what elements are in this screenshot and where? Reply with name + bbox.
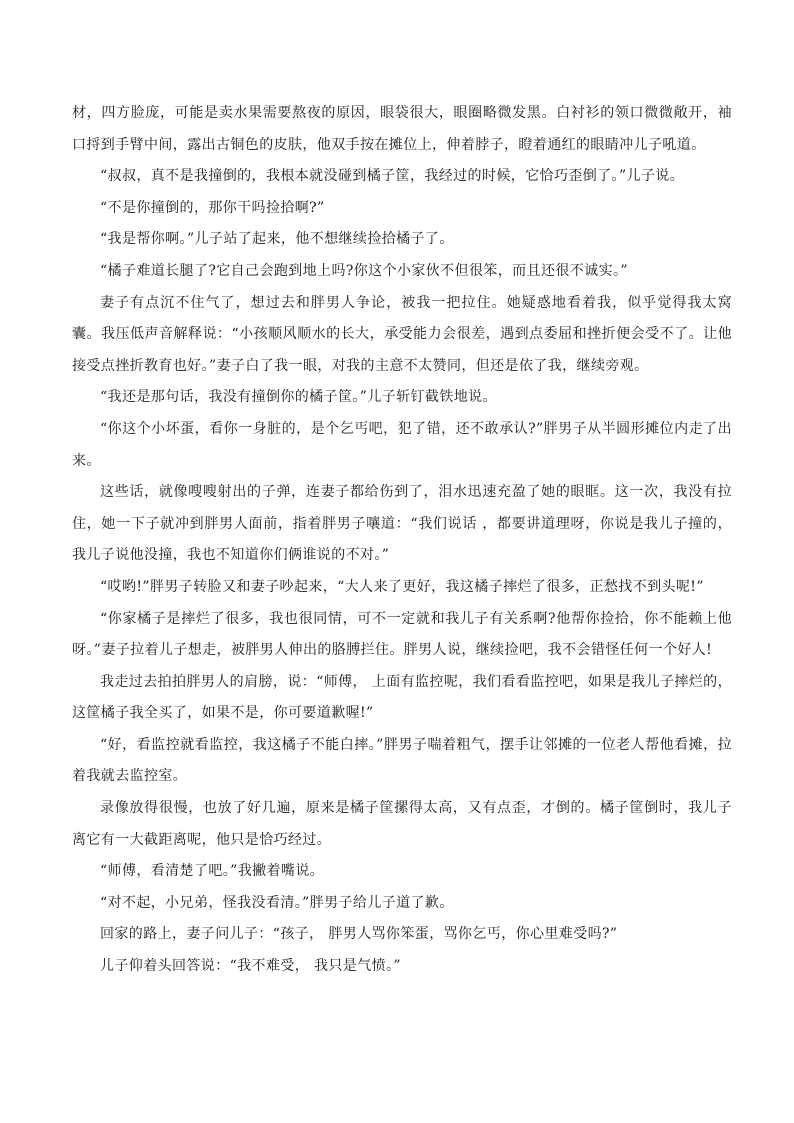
paragraph: “好，看监控就看监控，我这橘子不能白摔。”胖男子喘着粗气，摆手让邻摊的一位老人帮他看摊，拉着我就去监控室。	[72, 736, 732, 785]
paragraph: “我还是那句话，我没有撞倒你的橘子筐。”儿子斩钉截铁地说。	[100, 389, 497, 406]
paragraph-continued: 材，四方脸庞，可能是卖水果需要熬夜的原因，眼袋很大，眼圈略微发黑。白衬衫的领口微微敞开，袖口捋到手臂中间，露出古铜色的皮肤，他双手按在摊位上，伸着脖子，瞪着通红的眼睛冲儿子吼道。	[72, 105, 732, 153]
paragraph: 我走过去拍拍胖男人的肩膀，说：“师傅， 上面有监控呢，我们看看监控吧，如果是我儿子摔烂的，这筐橘子我全买了，如果不是，你可要道歉喔!”	[72, 673, 732, 722]
paragraph: “不是你撞倒的，那你干吗捡拾啊?”	[100, 199, 325, 216]
paragraph: 回家的路上，妻子问儿子：“孩子， 胖男人骂你笨蛋，骂你乞丐，你心里难受吗?”	[100, 926, 618, 943]
paragraph: 妻子有点沉不住气了，想过去和胖男人争论，被我一把拉住。她疑惑地看着我，似乎觉得我太窝囊。我压低声音解释说：“小孩顺风顺水的长大，承受能力会很差，遇到点委屈和挫折便会受不了。让他接受点挫折教育也好。”妻子白了我一眼，对我的主意不太赞同，但还是依了我，继续旁观。	[72, 294, 732, 374]
paragraph: 录像放得很慢，也放了好几遍，原来是橘子筐摞得太高，又有点歪，才倒的。橘子筐倒时，我儿子离它有一大截距离呢，他只是恰巧经过。	[72, 800, 732, 848]
paragraph: 儿子仰着头回答说：“我不难受， 我只是气愤。”	[100, 958, 401, 975]
paragraph: 这些话，就像嗖嗖射出的子弹，连妻子都给伤到了，泪水迅速充盈了她的眼眶。这一次，我没有拉住，她一下子就冲到胖男人面前，指着胖男子嚷道：“我们说话 ，都要讲道理呀，你说是我儿子撞的，我儿子说他没撞，我也不知道你们俩谁说的不对。”	[72, 484, 732, 564]
paragraph: “你家橘子是摔烂了很多，我也很同情，可不一定就和我儿子有关系啊?他帮你捡拾，你不能赖上他呀。”妻子拉着儿子想走，被胖男人伸出的胳膊拦住。胖男人说，继续捡吧，我不会错怪任何一个好人!	[72, 610, 732, 659]
paragraph: “橘子难道长腿了?它自己会跑到地上吗?你这个小家伙不但很笨，而且还很不诚实。”	[100, 262, 628, 279]
paragraph: “我是帮你啊。”儿子站了起来，他不想继续捡拾橘子了。	[100, 231, 454, 248]
story-text	[72, 98, 732, 983]
paragraph: “叔叔，真不是我撞倒的，我根本就没碰到橘子筐，我经过的时候，它恰巧歪倒了。”儿子说。	[100, 168, 685, 185]
paragraph: “师傅，看清楚了吧。”我撇着嘴说。	[100, 863, 325, 880]
paragraph: “你这个小坏蛋，看你一身脏的，是个乞丐吧，犯了错，还不敢承认?”胖男子从半圆形摊位内走了出来。	[72, 420, 732, 469]
paragraph: “哎哟!”胖男子转脸又和妻子吵起来，“大人来了更好，我这橘子摔烂了很多，正愁找不到头呢!”	[100, 578, 704, 595]
paragraph: “对不起，小兄弟，怪我没看清。”胖男子给儿子道了歉。	[100, 894, 454, 911]
